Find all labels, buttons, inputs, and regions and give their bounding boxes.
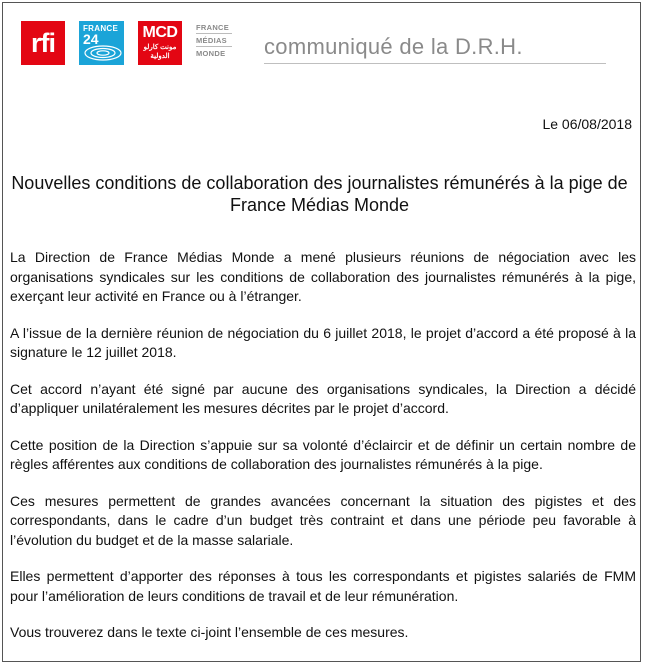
banner-underline [264,63,606,64]
body-paragraph: Cet accord n’ayant été signé par aucune des organisations syndicales, la Direction a décidé d’appliquer unilatéralement les mesures décrites par le projet d’accord. [10,380,636,416]
fmm-logo-line3: MONDE [196,49,226,58]
fmm-logo-line2: MÉDIAS [196,36,227,45]
france-medias-monde-logo [196,21,246,65]
france24-waves-icon [79,43,124,65]
france24-logo [79,21,124,65]
body-paragraph: Ces mesures permettent de grandes avancées concernant la situation des pigistes et des correspondants, dans le cadre d’un budget très contraint et dans une période peu favorable à l’évolution du budget et de la masse salariale. [10,492,636,548]
fmm-logo-divider [196,33,232,34]
mcd-logo-text: MCD [142,24,178,41]
document-body [10,248,636,660]
mcd-logo [138,21,182,65]
france24-logo-line1: FRANCE [83,24,119,33]
document-title: Nouvelles conditions de collaboration des journalistes rémunérés à la pige de France Médias Monde [11,173,628,215]
rfi-logo-text: rfi [31,28,55,58]
body-paragraph: Vous trouverez dans le texte ci-joint l’ensemble de ces mesures. [10,624,409,640]
body-paragraph: La Direction de France Médias Monde a mené plusieurs réunions de négociation avec les organisations syndicales sur les conditions de collaboration des journalistes rémunérés à la pige, exerçant leur activité en France ou à l’étranger. [10,249,636,304]
document-date: Le 06/08/2018 [542,116,632,132]
body-paragraph: A l’issue de la dernière réunion de négociation du 6 juillet 2018, le projet d’accord a été proposé à la signature le 12 juillet 2018. [10,324,636,360]
body-paragraph: Elles permettent d’apporter des réponses à tous les correspondants et pigistes salariés de FMM pour l’amélioration de leurs conditions de travail et de leur rémunération. [10,568,636,604]
banner-title: communiqué de la D.R.H. [264,34,523,59]
france24-logo-line2: 24 [83,31,99,47]
body-paragraph: Cette position de la Direction s’appuie sur sa volonté d’éclaircir et de définir un certain nombre de règles afférentes aux conditions de collaboration des journalistes rémunérés à la pige. [10,436,636,472]
fmm-logo-line1: FRANCE [196,23,230,32]
mcd-logo-arabic-line2: الدولية [150,53,170,60]
fmm-logo-divider [196,46,232,47]
mcd-logo-arabic-line1: مونت كارلو [143,44,177,51]
rfi-logo [21,21,65,65]
